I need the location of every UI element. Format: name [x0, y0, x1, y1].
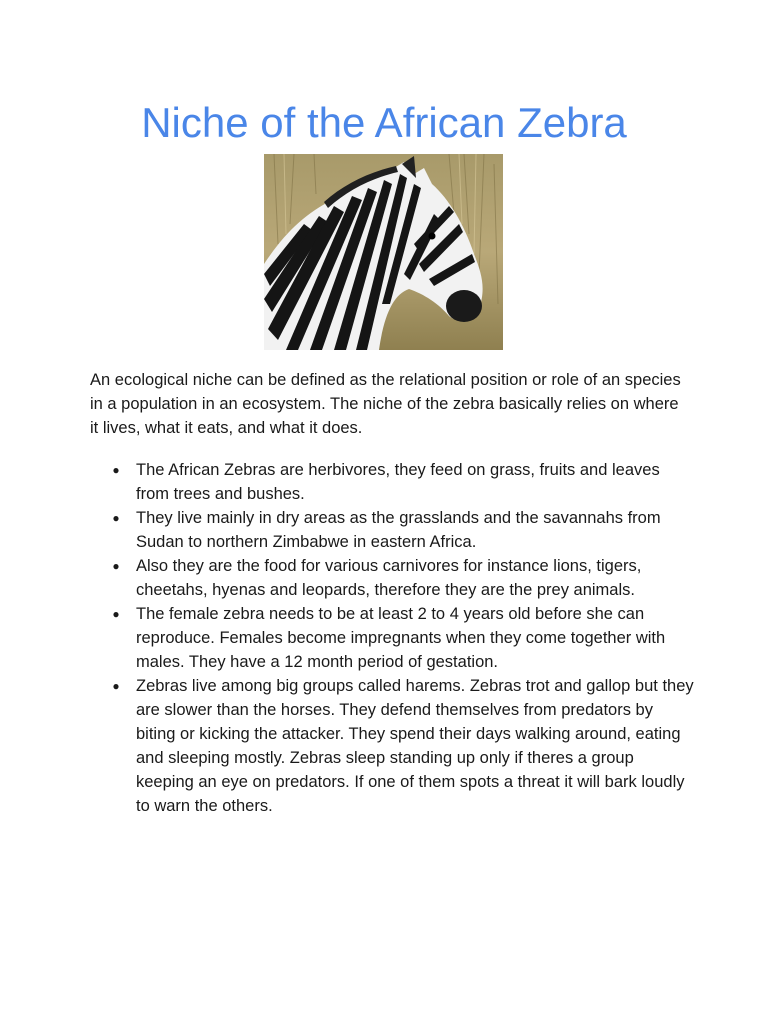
list-item-text: The female zebra needs to be at least 2 to 4 years old before she can reproduce. Females become impregnants when they come together with males. They have a 12 month period of gestation.: [136, 605, 666, 671]
bullet-icon: ●: [112, 463, 120, 477]
list-item: [112, 554, 696, 602]
bullet-icon: ●: [112, 679, 120, 693]
list-item: [112, 674, 696, 818]
zebra-photo: [264, 154, 503, 350]
page-title: Niche of the African Zebra: [141, 99, 627, 146]
facts-list: [112, 458, 696, 818]
list-item-text: Zebras live among big groups called harems. Zebras trot and gallop but they are slower than the horses. They defend themselves from predators by biting or kicking the attacker. They spend their days walking around, eating and sleeping mostly. Zebras sleep standing up only if theres a group keeping an eye on predators. If one of them spots a threat it will bark loudly to warn the others.: [136, 677, 694, 815]
bullet-icon: ●: [112, 511, 120, 525]
bullet-icon: ●: [112, 607, 120, 621]
list-item-text: Also they are the food for various carnivores for instance lions, tigers, cheetahs, hyenas and leopards, therefore they are the prey animals.: [136, 557, 642, 599]
list-item: [112, 458, 696, 506]
list-item: [112, 602, 696, 674]
list-item: [112, 506, 696, 554]
intro-paragraph: An ecological niche can be defined as the relational position or role of an species in a population in an ecosystem. The niche of the zebra basically relies on where it lives, what it eats, and what it does.: [90, 371, 681, 437]
list-item-text: The African Zebras are herbivores, they feed on grass, fruits and leaves from trees and bushes.: [136, 461, 660, 503]
bullet-icon: ●: [112, 559, 120, 573]
list-item-text: They live mainly in dry areas as the grasslands and the savannahs from Sudan to northern Zimbabwe in eastern Africa.: [136, 509, 661, 551]
